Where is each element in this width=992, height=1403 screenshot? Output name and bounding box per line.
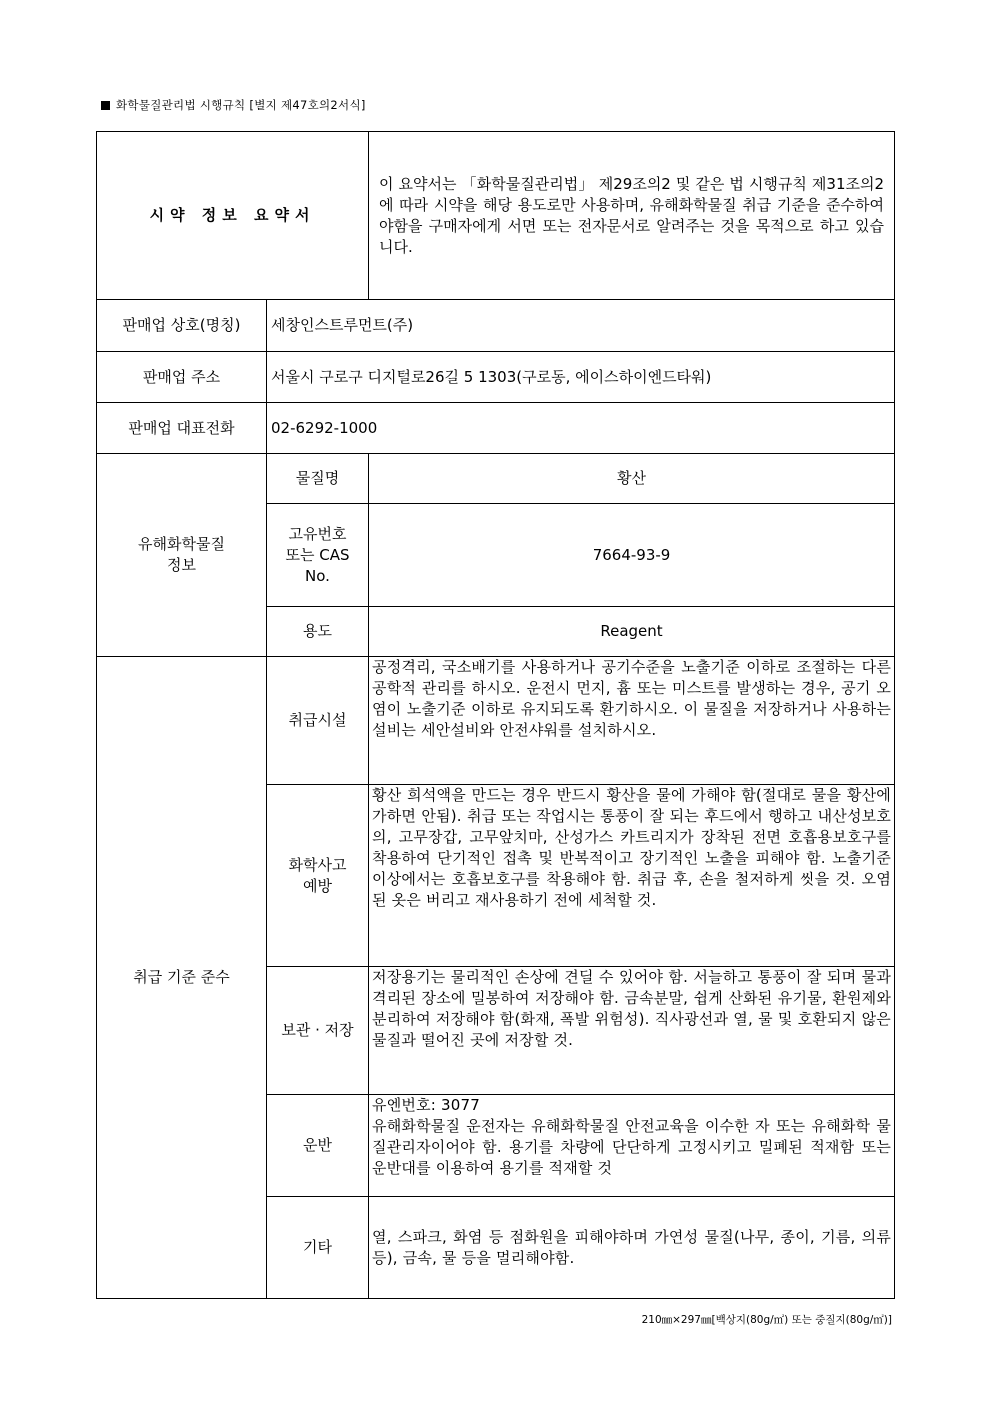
- other-label: 기타: [267, 1197, 369, 1299]
- seller-name-value: 세창인스트루먼트(주): [267, 300, 895, 352]
- facility-text: 공정격리, 국소배기를 사용하거나 공기수준을 노출기준 이하로 조절하는 다른 공학적 관리를 하시오. 운전시 먼지, 흄 또는 미스트를 발생하는 경우, 공기 오염이 노출기준 이하로 유지되도록 환기하시오. 이 물질을 저장하거나 사용하는 설비는 세안설비와 안전샤워를 설치하시오.: [369, 657, 895, 785]
- prevention-label-line2: 예방: [303, 876, 332, 895]
- form-header-note: [101, 97, 366, 113]
- cas-number-label: [267, 504, 369, 607]
- facility-label: 취급시설: [267, 657, 369, 785]
- use-value: Reagent: [369, 607, 895, 657]
- paper-size-note: 210㎜×297㎜[백상지(80g/㎡) 또는 중질지(80g/㎡)]: [641, 1314, 892, 1326]
- form-reference: 화학물질관리법 시행규칙 [별지 제47호의2서식]: [116, 98, 366, 112]
- cas-label-line2: 또는 CAS: [285, 545, 350, 564]
- seller-phone-label: 판매업 대표전화: [97, 403, 267, 454]
- seller-address-value: 서울시 구로구 디지털로26길 5 1303(구로동, 에이스하이엔드타워): [267, 352, 895, 403]
- other-text: 열, 스파크, 화염 등 점화원을 피해야하며 가연성 물질(나무, 종이, 기름, 의류 등), 금속, 물 등을 멀리해야함.: [369, 1197, 895, 1299]
- transport-text: 유해화학물질 운전자는 유해화학물질 안전교육을 이수한 자 또는 유해화학 물질관리자이어야 함. 용기를 차량에 단단하게 고정시키고 밀폐된 적재함 또는 운반대를 이용하여 용기를 적재할 것: [372, 1117, 892, 1177]
- prevention-label-line1: 화학사고: [288, 855, 347, 874]
- use-label: 용도: [267, 607, 369, 657]
- transport-label: 운반: [267, 1095, 369, 1197]
- handling-standard-group-label: 취급 기준 준수: [97, 657, 267, 1299]
- hazard-info-group-label: [97, 454, 267, 657]
- transport-text-cell: [369, 1095, 895, 1197]
- seller-phone-value: 02-6292-1000: [267, 403, 895, 454]
- accident-prevention-text: 황산 희석액을 만드는 경우 반드시 황산을 물에 가해야 함(절대로 물을 황산에 가하면 안됨). 취급 또는 작업시는 통풍이 잘 되는 후드에서 행하고 내산성보호의, 고무장갑, 고무앞치마, 산성가스 카트리지가 장착된 전면 호흡용보호구를 착용하여 단기적인 접촉 및 반복적이고 장기적인 노출을 피해야 함. 노출기준 이상에서는 호흡보호구를 착용해야 함. 취급 후, 손을 철저하게 씻을 것. 오염된 옷은 버리고 재사용하기 전에 세척할 것.: [369, 785, 895, 967]
- form-title: 시약 정보 요약서: [97, 132, 369, 300]
- square-bullet-icon: [101, 101, 110, 110]
- storage-label: 보관 · 저장: [267, 967, 369, 1095]
- un-number: 유엔번호: 3077: [372, 1096, 480, 1114]
- accident-prevention-label: [267, 785, 369, 967]
- hazard-group-label-line2: 정보: [167, 556, 196, 574]
- substance-name-value: 황산: [369, 454, 895, 504]
- substance-name-label: 물질명: [267, 454, 369, 504]
- cas-label-line1: 고유번호: [288, 524, 347, 543]
- reagent-summary-form: [96, 131, 895, 1299]
- cas-label-line3: No.: [305, 566, 330, 585]
- seller-name-label: 판매업 상호(명칭): [97, 300, 267, 352]
- storage-text: 저장용기는 물리적인 손상에 견딜 수 있어야 함. 서늘하고 통풍이 잘 되며 물과 격리된 장소에 밀봉하여 저장해야 함. 금속분말, 쉽게 산화된 유기물, 환원제와 분리하여 저장해야 함(화재, 폭발 위험성). 직사광선과 열, 물 및 호환되지 않은 물질과 떨어진 곳에 저장할 것.: [369, 967, 895, 1095]
- cas-number-value: 7664-93-9: [369, 504, 895, 607]
- hazard-group-label-line1: 유해화학물질: [138, 535, 225, 553]
- seller-address-label: 판매업 주소: [97, 352, 267, 403]
- intro-text: 이 요약서는 「화학물질관리법」 제29조의2 및 같은 법 시행규칙 제31조의2에 따라 시약을 해당 용도로만 사용하며, 유해화학물질 취급 기준을 준수하여야함을 구매자에게 서면 또는 전자문서로 알려주는 것을 목적으로 하고 있습니다.: [369, 132, 895, 300]
